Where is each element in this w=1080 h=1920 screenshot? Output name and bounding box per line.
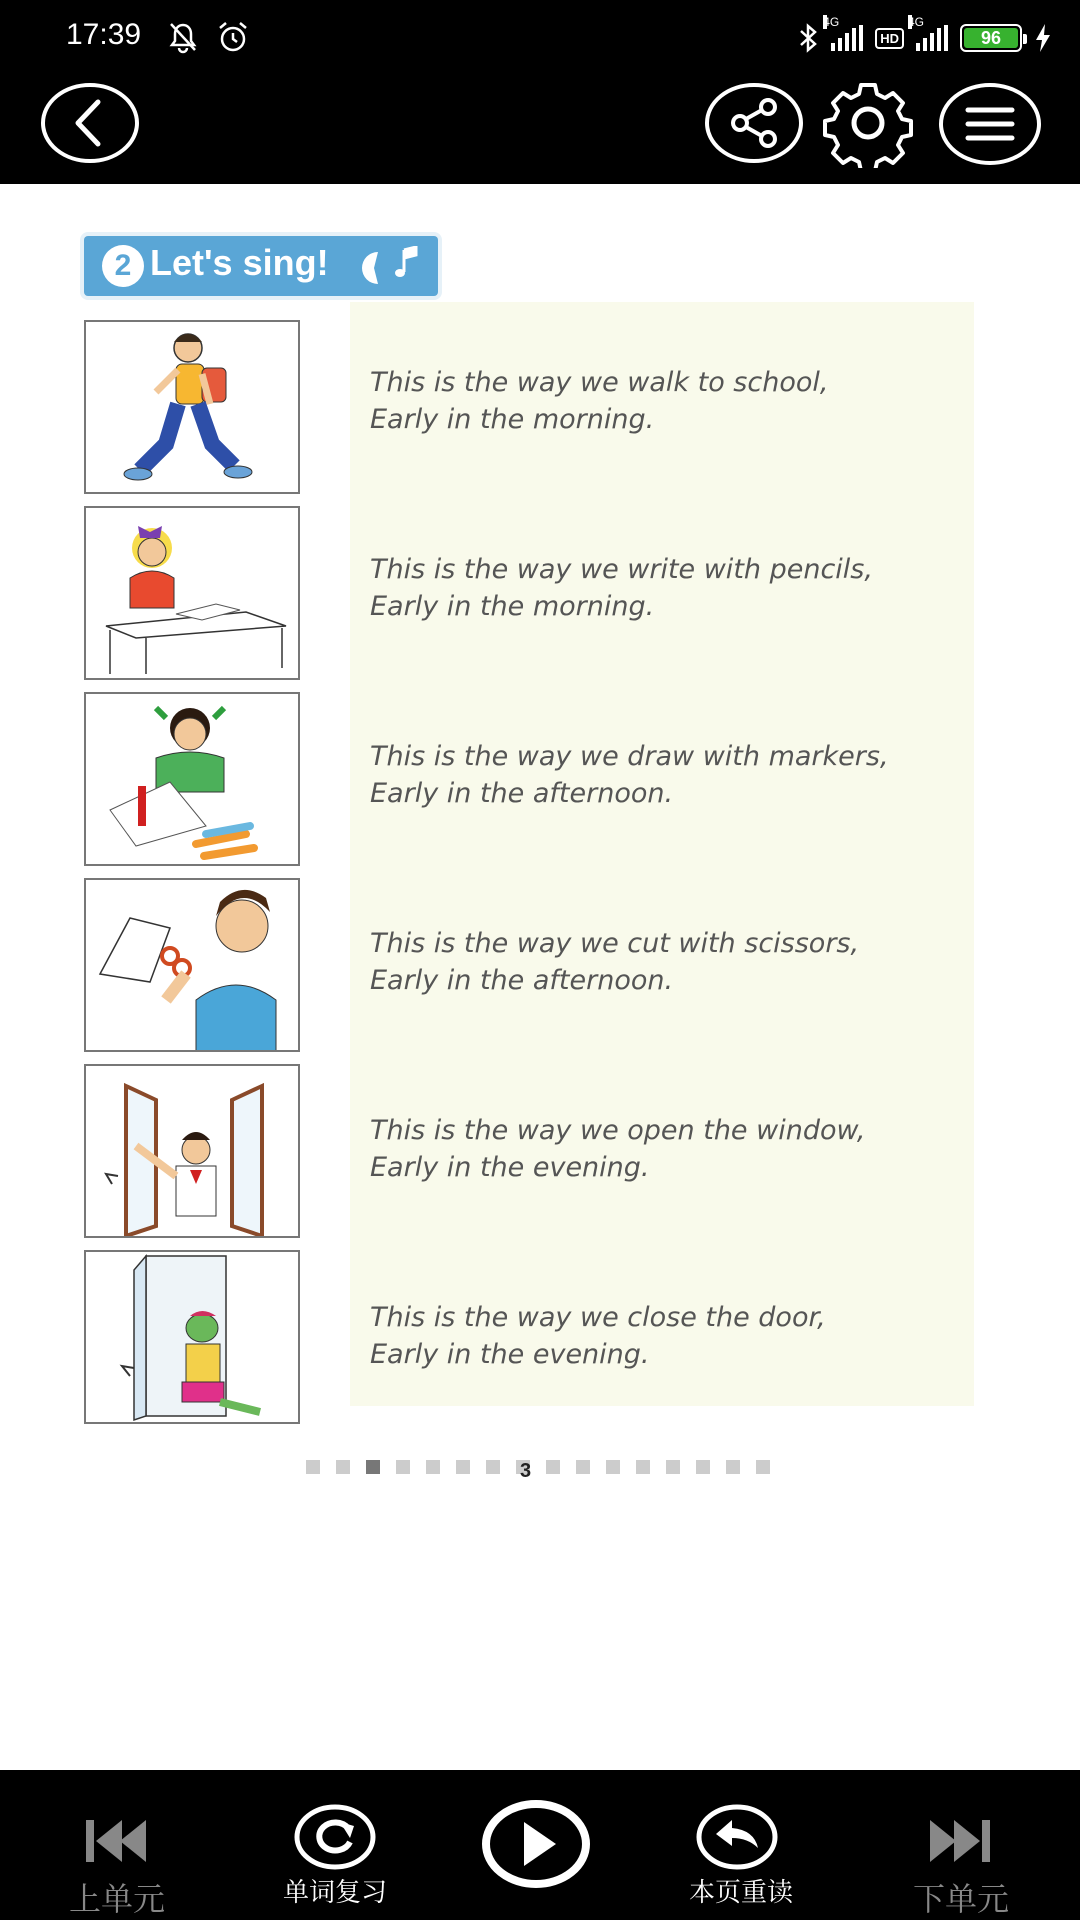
music-note-icon [358,246,420,288]
verse-4-line-2: Early in the afternoon. [370,965,674,996]
word-review-button[interactable] [270,1770,400,1920]
page-dot[interactable] [546,1460,560,1474]
verse-5-line-2: Early in the evening. [370,1152,650,1183]
back-button[interactable] [40,82,140,164]
skip-previous-icon [84,1818,148,1864]
reread-page-button[interactable] [676,1770,806,1920]
network-type-1: 4G [823,15,840,29]
signal-strength-1 [823,15,863,51]
page-dot[interactable] [726,1460,740,1474]
signal-strength-2 [908,15,948,51]
prev-unit-button[interactable] [50,1770,184,1920]
page-dot[interactable] [756,1460,770,1474]
verse-3-line-2: Early in the afternoon. [370,778,674,809]
page-dot[interactable] [456,1460,470,1474]
section-title: Let's sing! [150,242,329,283]
charging-bolt-icon [1034,23,1052,53]
picture-close-the-door[interactable] [84,1250,300,1424]
boy-cutting-illustration [86,880,300,1052]
page-dot[interactable] [396,1460,410,1474]
page-dot[interactable] [666,1460,680,1474]
next-unit-label: 下单元 [912,1880,1009,1918]
share-button[interactable] [704,82,804,164]
alarm-clock-icon [216,20,250,54]
reply-arrow-icon [696,1804,778,1870]
girl-writing-illustration [86,508,300,680]
page-dot[interactable] [696,1460,710,1474]
page-dot[interactable] [636,1460,650,1474]
section-banner [84,236,438,296]
verse-2-line-2: Early in the morning. [370,591,655,622]
page-dot[interactable] [486,1460,500,1474]
reread-page-label: 本页重读 [688,1878,793,1908]
picture-cut-with-scissors[interactable] [84,878,300,1052]
play-button[interactable] [482,1770,590,1920]
page-indicator[interactable] [306,1460,770,1474]
section-number: 2 [102,245,144,287]
prev-unit-label: 上单元 [68,1880,165,1918]
girl-drawing-illustration [86,694,300,866]
hd-badge: HD [875,28,904,49]
verse-3-line-1: This is the way we draw with markers, [370,741,889,772]
refresh-icon [294,1804,376,1870]
skip-next-icon [928,1818,992,1864]
battery-level: 96 [964,28,1018,48]
status-time: 17:39 [66,18,142,51]
next-unit-button[interactable] [896,1770,1026,1920]
verse-2-line-1: This is the way we write with pencils, [370,554,873,585]
picture-walk-to-school[interactable] [84,320,300,494]
page-dot[interactable] [306,1460,320,1474]
battery-indicator [960,24,1022,52]
verse-6-line-2: Early in the evening. [370,1339,650,1370]
page-dot[interactable] [606,1460,620,1474]
page-dot[interactable] [576,1460,590,1474]
settings-gear-button[interactable] [818,82,918,168]
verse-4-line-1: This is the way we cut with scissors, [370,928,860,959]
status-indicators [797,16,1052,60]
verse-5[interactable] [370,1112,970,1186]
textbook-page [0,184,1080,1770]
bottom-bar [0,1770,1080,1920]
dinosaur-closing-door-illustration [86,1252,300,1424]
verse-1[interactable] [370,364,970,438]
page-number: 3 [520,1460,532,1482]
verse-1-line-2: Early in the morning. [370,404,655,435]
verse-3[interactable] [370,738,970,812]
play-icon [482,1800,590,1888]
picture-write-with-pencils[interactable] [84,506,300,680]
bluetooth-icon [797,22,819,54]
verse-4[interactable] [370,925,970,999]
picture-open-the-window[interactable] [84,1064,300,1238]
page-dot[interactable] [426,1460,440,1474]
verse-5-line-1: This is the way we open the window, [370,1115,866,1146]
top-bar [0,0,1080,184]
word-review-label: 单词复习 [282,1878,387,1908]
lyrics-panel [350,302,974,1406]
picture-draw-with-markers[interactable] [84,692,300,866]
verse-2[interactable] [370,551,970,625]
boy-walking-illustration [86,322,300,494]
mute-bell-icon [166,20,200,54]
verse-6[interactable] [370,1299,970,1373]
verse-6-line-1: This is the way we close the door, [370,1302,826,1333]
verse-1-line-1: This is the way we walk to school, [370,367,829,398]
boy-opening-window-illustration [86,1066,300,1238]
page-dot[interactable] [366,1460,380,1474]
page-dot[interactable] [336,1460,350,1474]
menu-button[interactable] [938,82,1042,166]
network-type-2: 4G [908,15,925,29]
